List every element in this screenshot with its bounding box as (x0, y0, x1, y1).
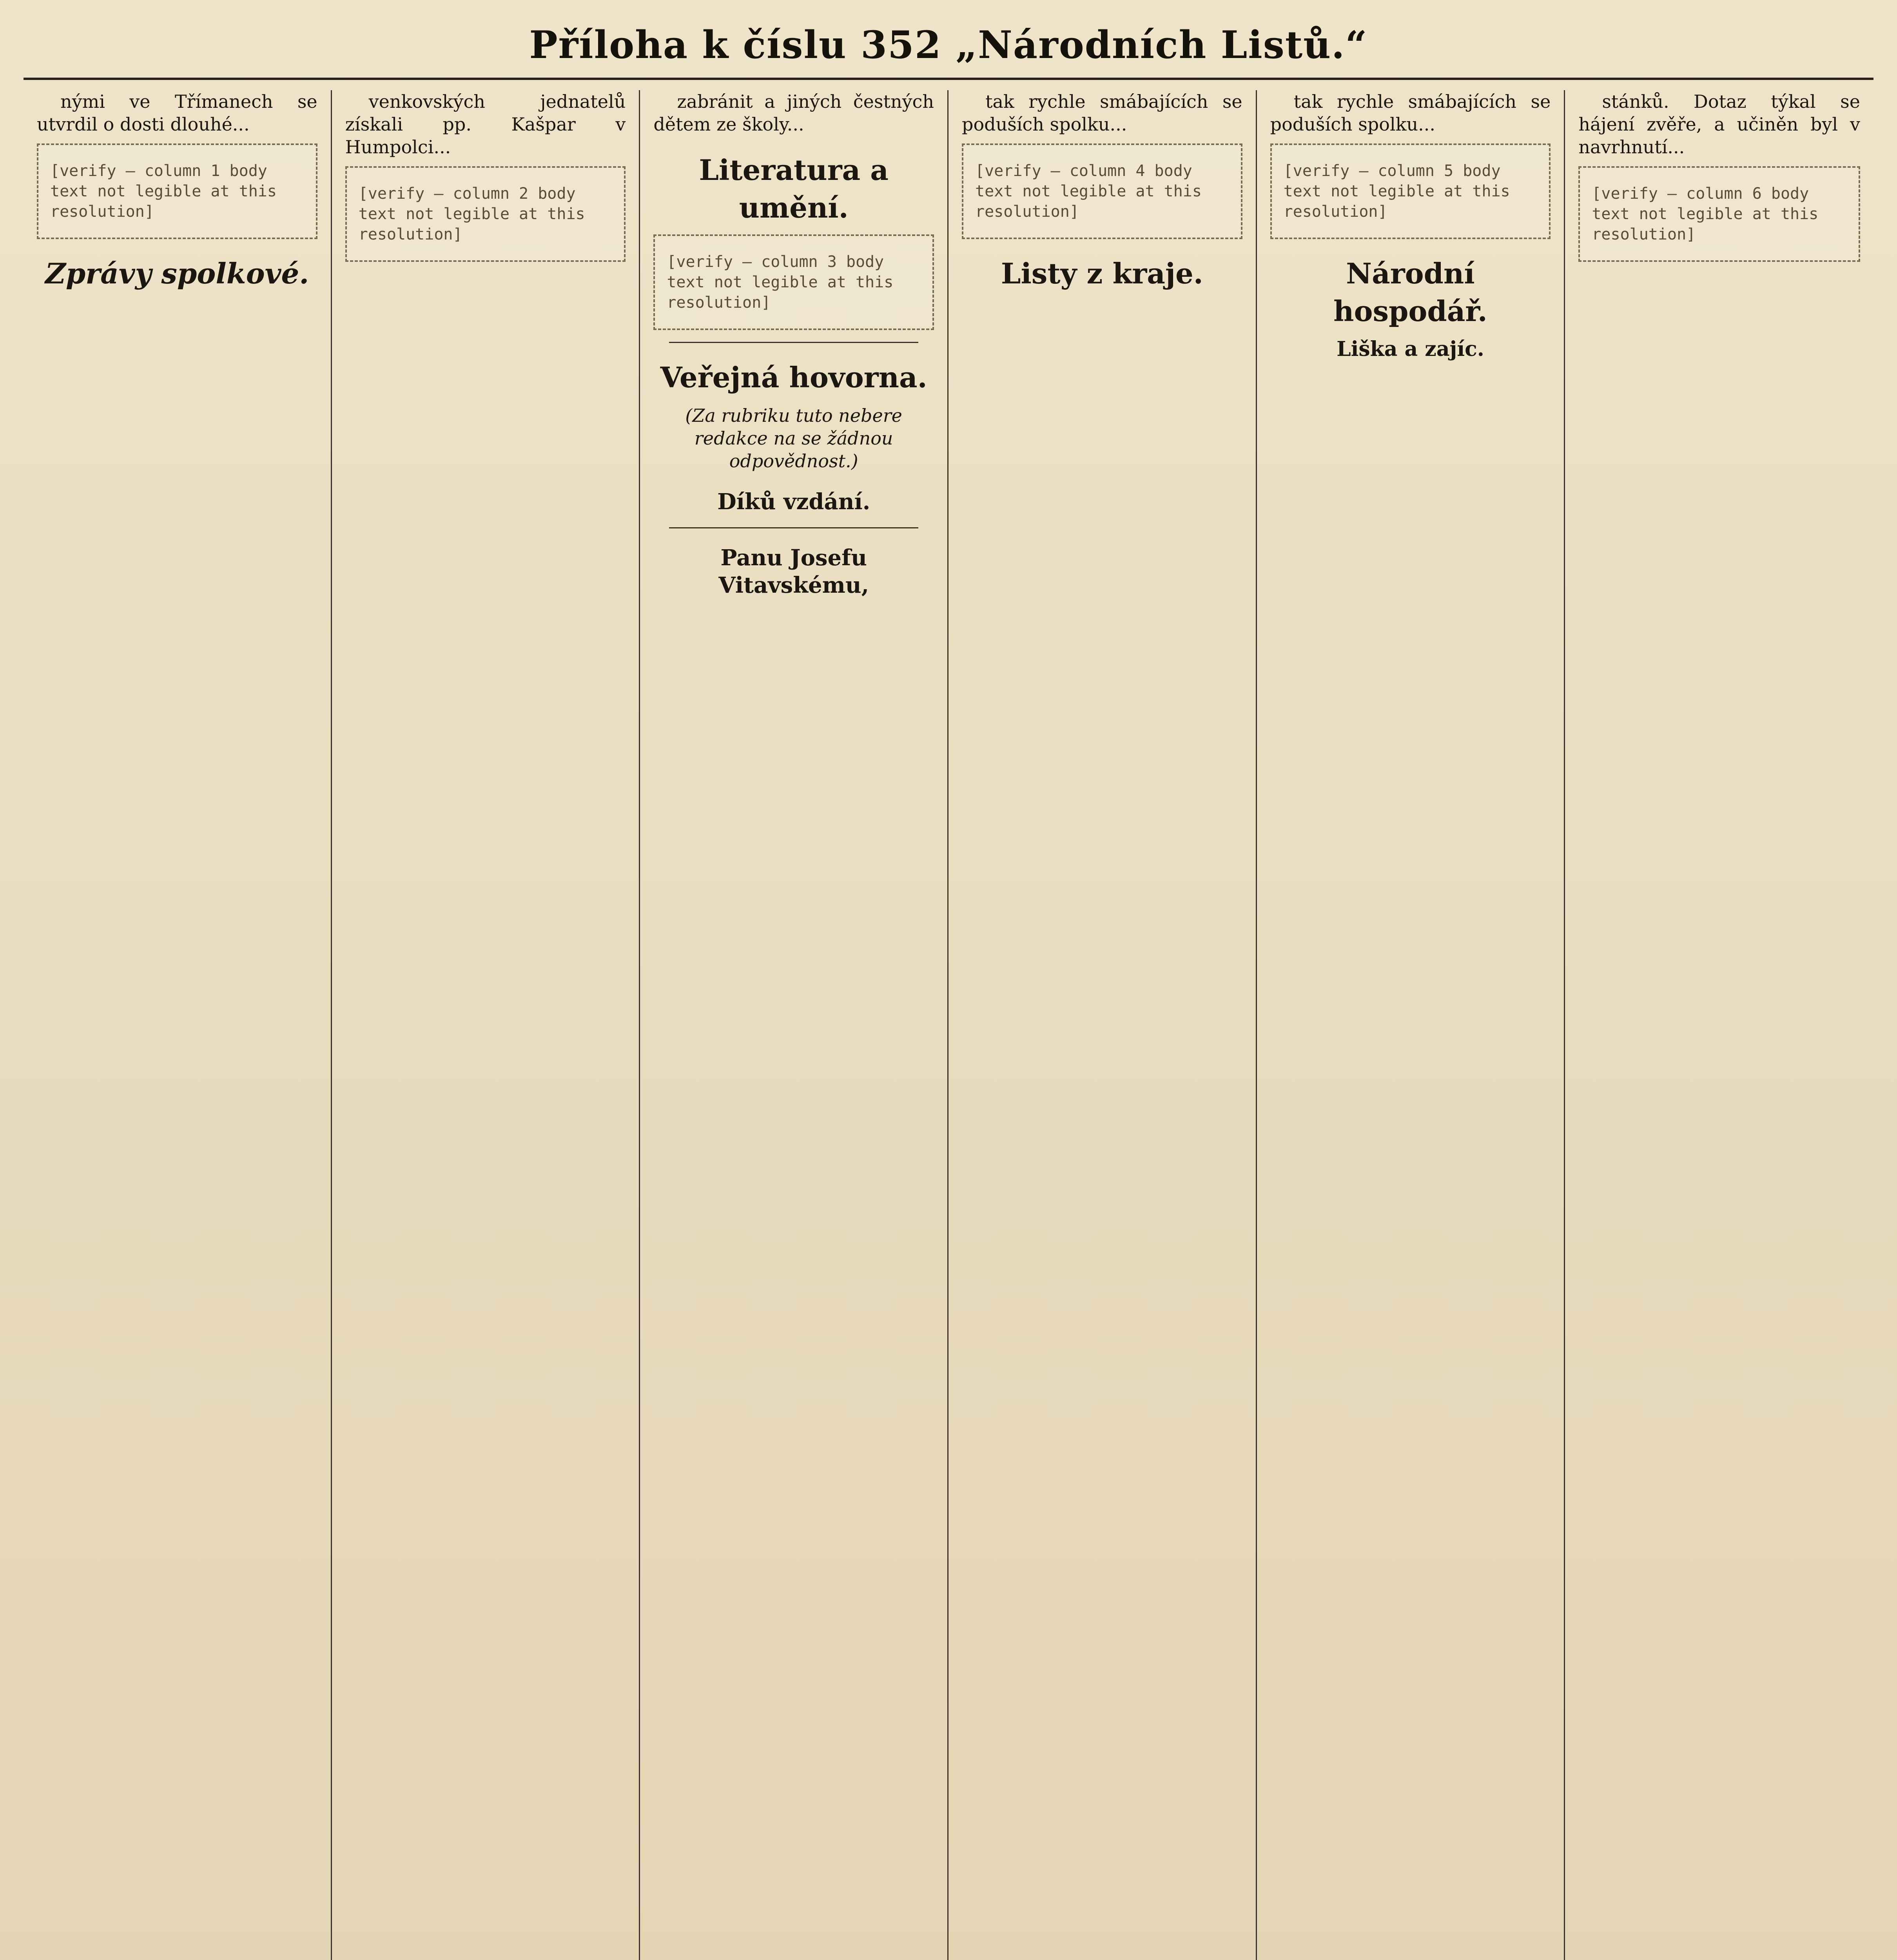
column-opening: venkovských jednatelů získali pp. Kašpar v Humpolci... (345, 91, 626, 158)
verify-placeholder: [verify — column 2 body text not legible at this resolution] (345, 166, 626, 262)
notice-title: Díků vzdání. (717, 489, 871, 515)
column-opening: stánků. Dotaz týkal se hájení zvěře, a učiněn byl v navrhnutí... (1578, 91, 1860, 158)
verify-placeholder: [verify — column 6 body text not legible at this resolution] (1578, 166, 1860, 262)
column-1 (24, 90, 332, 1960)
section-title-public-forum: Veřejná hovorna. (660, 361, 927, 394)
section-title-regions: Listy z kraje. (1001, 257, 1203, 290)
section-subtitle: Liška a zajíc. (1337, 337, 1484, 361)
verify-placeholder: [verify — column 1 body text not legible at this resolution] (37, 143, 317, 239)
verify-placeholder: [verify — column 4 body text not legible at this resolution] (962, 143, 1242, 239)
column-opening: tak rychle smábajících se poduších spolku... (1270, 91, 1551, 135)
section-title-literature: Literatura a umění. (699, 153, 889, 224)
column-opening: tak rychle smábajících se poduších spolku... (962, 91, 1242, 135)
column-4 (948, 90, 1257, 1960)
column-5 (1257, 90, 1565, 1960)
section-divider (669, 342, 918, 343)
masthead-title: Příloha k číslu 352 „Národních Listů.“ (529, 23, 1368, 67)
section-divider (669, 527, 918, 528)
section-title-economy: Národní hospodář. (1333, 257, 1487, 328)
column-2 (332, 90, 640, 1960)
masthead-rule (24, 78, 1873, 80)
verify-placeholder: [verify — column 3 body text not legible at this resolution] (653, 234, 934, 330)
section-subtitle: (Za rubriku tuto nebere redakce na se žádnou odpovědnost.) (685, 405, 902, 472)
column-3 (640, 90, 948, 1960)
section-title: Zprávy spolkové. (45, 257, 309, 290)
column-opening: nými ve Třímanech se utvrdil o dosti dlouhé... (37, 91, 317, 135)
letter-title: Panu Josefu Vitavskému, (718, 545, 869, 598)
verify-placeholder: [verify — column 5 body text not legible at this resolution] (1270, 143, 1551, 239)
column-6 (1565, 90, 1873, 1960)
article-columns (24, 90, 1873, 1960)
column-opening: zabránit a jiných čestných dětem ze školy... (653, 91, 934, 135)
